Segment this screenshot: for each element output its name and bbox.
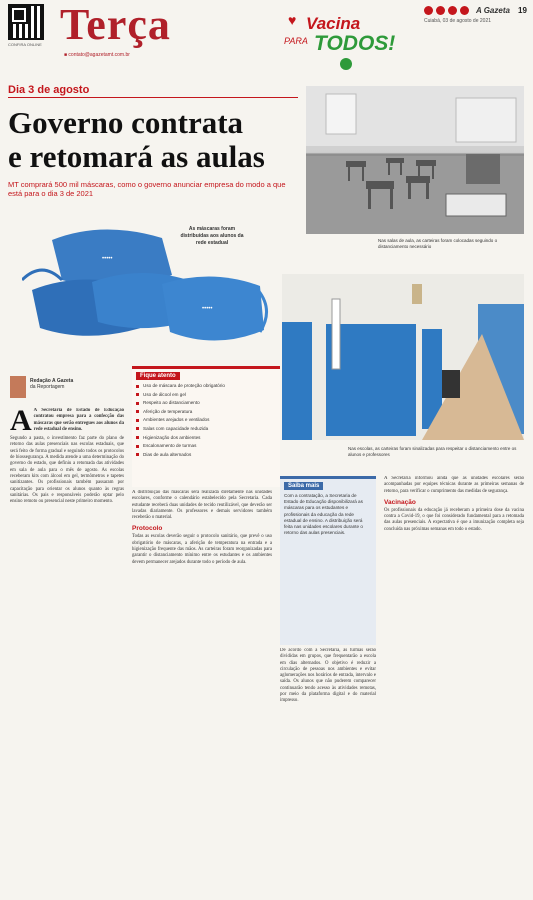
list-item: Escalonamento de turmas <box>136 443 276 449</box>
drop-cap: A <box>10 408 32 437</box>
avatar <box>10 376 26 398</box>
headline-line1: Governo contrata <box>8 105 244 140</box>
social-icon[interactable] <box>436 6 445 15</box>
article-paragraph: Todas as escolas deverão seguir o protocolo sanitário, que prevê o uso obrigatório de máscaras, a aferição de temperatura na entrada e a higienização frequente das mãos. As carteiras foram reorganizadas para garantir o distanciamento mínimo entre os estudantes e os ambientes devem permanecer arejados durante todo o período de aula. <box>132 534 272 565</box>
masthead-subtitle: ■ contato@agazetamt.com.br <box>64 52 130 58</box>
hallway-illustration <box>282 274 524 440</box>
dateline: Cuiabá, 03 de agosto de 2021 <box>424 18 491 24</box>
sidebox-title: Saiba mais <box>284 482 323 490</box>
masks-caption: As máscaras foram distribuídas aos alunos da rede estadual <box>180 226 244 246</box>
factbox <box>132 366 280 487</box>
article-column-4 <box>384 476 524 894</box>
list-item: Uso de álcool em gel <box>136 392 276 398</box>
list-item: Dias de aula alternados <box>136 452 276 458</box>
list-item: Respeito ao distanciamento <box>136 400 276 406</box>
brand-name: A Gazeta <box>476 6 510 15</box>
list-item: Aferição de temperatura <box>136 409 276 415</box>
sidebox-text: Com a contratação, a Secretaria de Estado de Educação disponibilizará as máscaras para os estudantes e profissionais da educação da rede estadual de ensino. A distribuição será feita nas unidades escolares durante o retorno das aulas presenciais. <box>284 493 363 536</box>
svg-text:•••••: ••••• <box>102 256 113 262</box>
campaign-line1: Vacina <box>306 14 361 33</box>
svg-text:•••••: ••••• <box>202 306 213 312</box>
factbox-title: Fique atento <box>136 372 180 380</box>
kicker-rule <box>8 97 298 98</box>
article-lead: A Secretaria de Estado de Educação contratou empresa para a confecção das máscaras que serão entregues aos alunos da rede estadual de ensino. <box>33 408 124 432</box>
article-paragraph: De acordo com a Secretaria, as turmas serão divididas em grupos, que frequentarão a escola em dias alternados. O objetivo é reduzir a circulação de pessoas nos ambientes e evitar aglomerações nos horários de entrada, intervalo e saída. Os alunos que não puderem comparecer continuarão tendo acesso às atividades remotas, por meio da plataforma digital e do material impresso. <box>280 648 376 704</box>
social-icon[interactable] <box>448 6 457 15</box>
article-paragraph: Os profissionais da educação já receberam a primeira dose da vacina contra a Covid-19, o que foi considerado fundamental para a retomada das aulas presenciais. A expectativa é que a imunização completa seja concluída nas próximas semanas em todo o estado. <box>384 507 524 532</box>
article-paragraph: A distribuição das máscaras será realizada diretamente nas unidades escolares, conforme o calendário estabelecido pela Secretaria. Cada estudante receberá duas unidades de tecido reutilizável, que deverão ser lavadas diariamente. Os professores e demais servidores também receberão o material. <box>132 490 272 521</box>
kicker: Dia 3 de agosto <box>8 84 90 96</box>
byline-name: Redação A Gazeta <box>30 378 74 384</box>
hallway-photo <box>282 274 524 440</box>
list-item: Salas com capacidade reduzida <box>136 426 276 432</box>
headline <box>8 106 300 174</box>
list-item: Higienização dos ambientes <box>136 435 276 441</box>
campaign-line2-small: PARA <box>284 36 308 46</box>
heart-icon: ♥ <box>288 14 297 29</box>
campaign-line2-big: TODOS! <box>314 32 396 55</box>
section-subhead: Vacinação <box>384 498 416 506</box>
sidebox <box>280 476 376 645</box>
article-paragraph: A Secretaria informou ainda que as unidades escolares serão acompanhadas por equipes técnicas durante as primeiras semanas de retorno, para verificar o cumprimento das medidas de segurança. <box>384 476 524 494</box>
social-icon[interactable] <box>424 6 433 15</box>
social-icon[interactable] <box>460 6 469 15</box>
deck: MT comprará 500 mil máscaras, como o governo anunciar empresa do modo a que está para o dia 3 de 2021 <box>8 180 286 198</box>
page-title: Terça <box>60 0 171 49</box>
section-subhead: Protocolo <box>132 525 163 533</box>
factbox-list <box>136 383 276 460</box>
byline <box>30 378 73 390</box>
classroom-photo <box>306 86 524 234</box>
headline-line2: e retomará as aulas <box>8 139 265 174</box>
classroom-caption: Nas salas de aula, as carteiras foram colocadas seguindo o distanciamento necessário <box>378 238 498 249</box>
list-item: Uso de máscara de proteção obrigatório <box>136 383 276 389</box>
list-item: Ambientes arejados e ventilados <box>136 417 276 423</box>
article-paragraph: Segundo a pasta, o investimento faz parte do plano de retorno das aulas presenciais nas escolas estaduais, que será feito de forma gradual e seguindo todos os protocolos de biossegurança. A medida atende a uma determinação do governo do estado, que definiu a retomada das atividades em sala de aula para o mês de agosto. As escolas receberam kits com álcool em gel, termômetros e tapetes sanitizantes. Os profissionais também passaram por capacitação para orientar os alunos quanto às regras sanitárias. Os pais e responsáveis poderão optar pelo ensino remoto ou presencial neste primeiro momento. <box>10 436 124 505</box>
article-column-1 <box>10 408 124 894</box>
byline-role: da Reportagem <box>30 384 65 390</box>
article-column-3 <box>280 648 376 894</box>
page-number: 19 <box>518 6 527 15</box>
article-column-2 <box>132 490 272 894</box>
seal-icon <box>340 58 352 70</box>
qr-code <box>8 4 44 40</box>
vacina-campaign-logo <box>284 14 414 78</box>
hallway-caption: Nas escolas, as carteiras foram sinalizadas para respeitar o distanciamento entre os alunos e professores <box>348 446 517 457</box>
top-right-header <box>424 6 528 24</box>
qr-caption: CONFIRA ONLINE <box>8 42 42 47</box>
classroom-illustration <box>306 86 524 234</box>
